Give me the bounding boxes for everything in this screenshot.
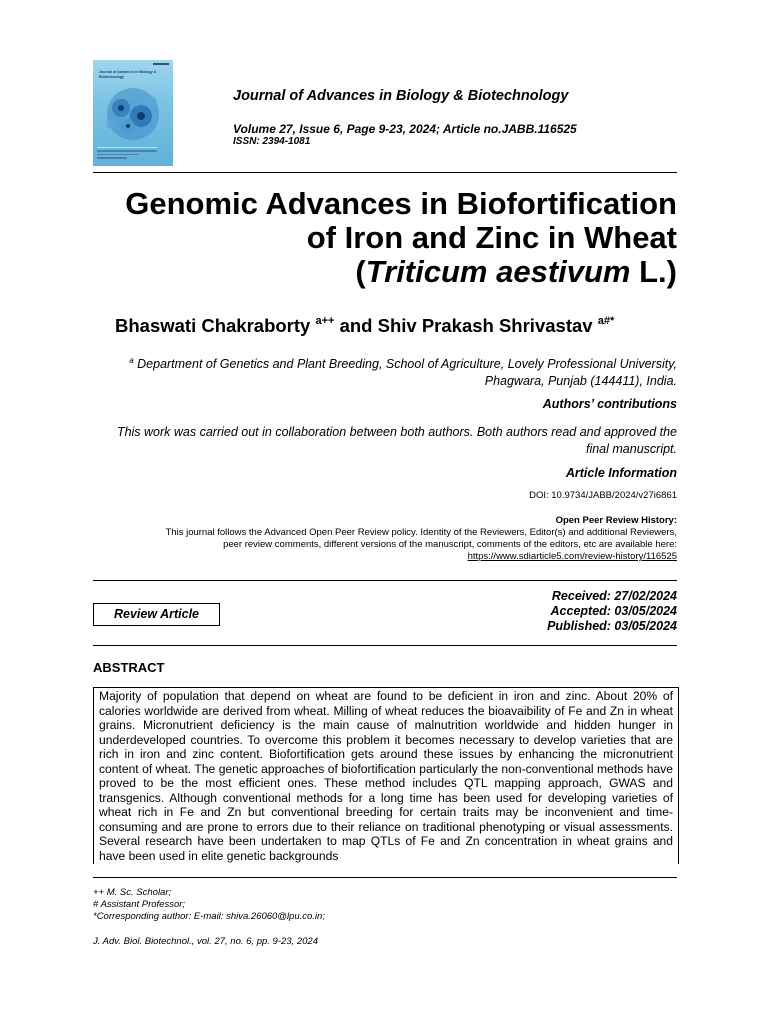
footnote: ++ M. Sc. Scholar; <box>93 887 172 898</box>
issn: ISSN: 2394-1081 <box>233 136 311 147</box>
journal-name: Journal of Advances in Biology & Biotechnology <box>233 88 569 104</box>
title-line-1: Genomic Advances in Biofortification <box>125 186 677 221</box>
article-title <box>93 187 677 289</box>
article-info-heading: Article Information <box>565 466 677 480</box>
cover-journal-title: Journal of Advances in Biology & Biotechnology <box>99 70 157 79</box>
author-affiliation-marker: a#* <box>597 315 615 327</box>
received-date: Received: 27/02/2024 <box>551 589 677 603</box>
published-date: Published: 03/05/2024 <box>547 619 677 633</box>
author-affiliation-marker: a++ <box>315 315 335 327</box>
dates-divider <box>93 645 677 646</box>
footnote-divider <box>93 877 677 878</box>
journal-cover-image <box>93 60 173 166</box>
abstract-heading: ABSTRACT <box>93 660 165 675</box>
title-line-3: (Triticum aestivum L.) <box>355 254 677 289</box>
volume-line: Volume 27, Issue 6, Page 9-23, 2024; Article no.JABB.116525 <box>233 122 577 136</box>
article-type-badge: Review Article <box>93 603 220 626</box>
contributions-heading: Authors’ contributions <box>542 397 677 411</box>
footnote: # Assistant Professor; <box>93 899 186 910</box>
species-name: Triticum aestivum <box>365 254 631 289</box>
author-name: Shiv Prakash Shrivastav <box>377 315 593 336</box>
doi: DOI: 10.9734/JABB/2024/v27i6861 <box>529 490 677 501</box>
cover-footer-lines <box>97 147 157 162</box>
abstract-box <box>93 687 679 864</box>
author-name: Bhaswati Chakraborty <box>115 315 311 336</box>
cover-top-line <box>153 63 169 65</box>
peer-review-text: This journal follows the Advanced Open Peer Review policy. Identity of the Reviewers, Editor(s) and additional Reviewers, peer review comments, different versions of the manuscript, comments of the editors, etc are available here: https://www.sdiarticle5.com/review-history/116525 <box>165 527 677 562</box>
accepted-date: Accepted: 03/05/2024 <box>550 604 677 618</box>
author-list: Bhaswati Chakraborty $^{a++}$ and Shiv Prakash Shrivastav $^{a\#*}$ <box>115 315 615 336</box>
corresponding-author-footnote: *Corresponding author: E-mail: shiva.26060@lpu.co.in; <box>93 911 325 922</box>
title-line-2: of Iron and Zinc in Wheat <box>306 220 677 255</box>
abstract-text: Majority of population that depend on wheat are found to be deficient in iron and zinc. About 20% of calories worldwide are derived from wheat. Milling of wheat reduces the bioavaibility of Fe and Zn in wheat grains. Micronutrient deficiency is the main cause of malnutrition worldwide and hidden hunger in underdeveloped countries. To overcome this problem it becomes necessary to develop varieties that are rich in iron and zinc content. Biofortification gets around these issues by enhancing the micronutrient content of wheat. The genetic approaches of biofortification particularly the non-conventional methods have proved to be the most efficient ones. These method includes QTL mapping approach, GWAS and transgenics. Although conventional methods for a long time has been used for developing varieties of wheat rich in Fe and Zn but conventional breeding for certain traits may be inconvenient and time-consuming and are prone to errors due to their reliance on traditional phenotyping or visual assessments. Several research have been undertaken to map QTLs of Fe and Zn concentration in wheat grains and have been used in elite genetic backgrounds <box>99 689 673 863</box>
cover-cells-illustration <box>93 86 173 146</box>
citation-line: J. Adv. Biol. Biotechnol., vol. 27, no. 6, pp. 9-23, 2024 <box>93 936 318 947</box>
header-divider <box>93 172 677 173</box>
contributions-text: This work was carried out in collaboration between both authors. Both authors read and approved the final manuscript. <box>116 425 677 456</box>
affiliation: $^a$ Department of Genetics and Plant Breeding, School of Agriculture, Lovely Professional University, Phagwara, Punjab (144411), India. <box>129 356 677 389</box>
info-divider <box>93 580 677 581</box>
peer-review-heading: Open Peer Review History: <box>555 515 677 526</box>
review-history-link[interactable]: https://www.sdiarticle5.com/review-history/116525 <box>467 551 677 562</box>
